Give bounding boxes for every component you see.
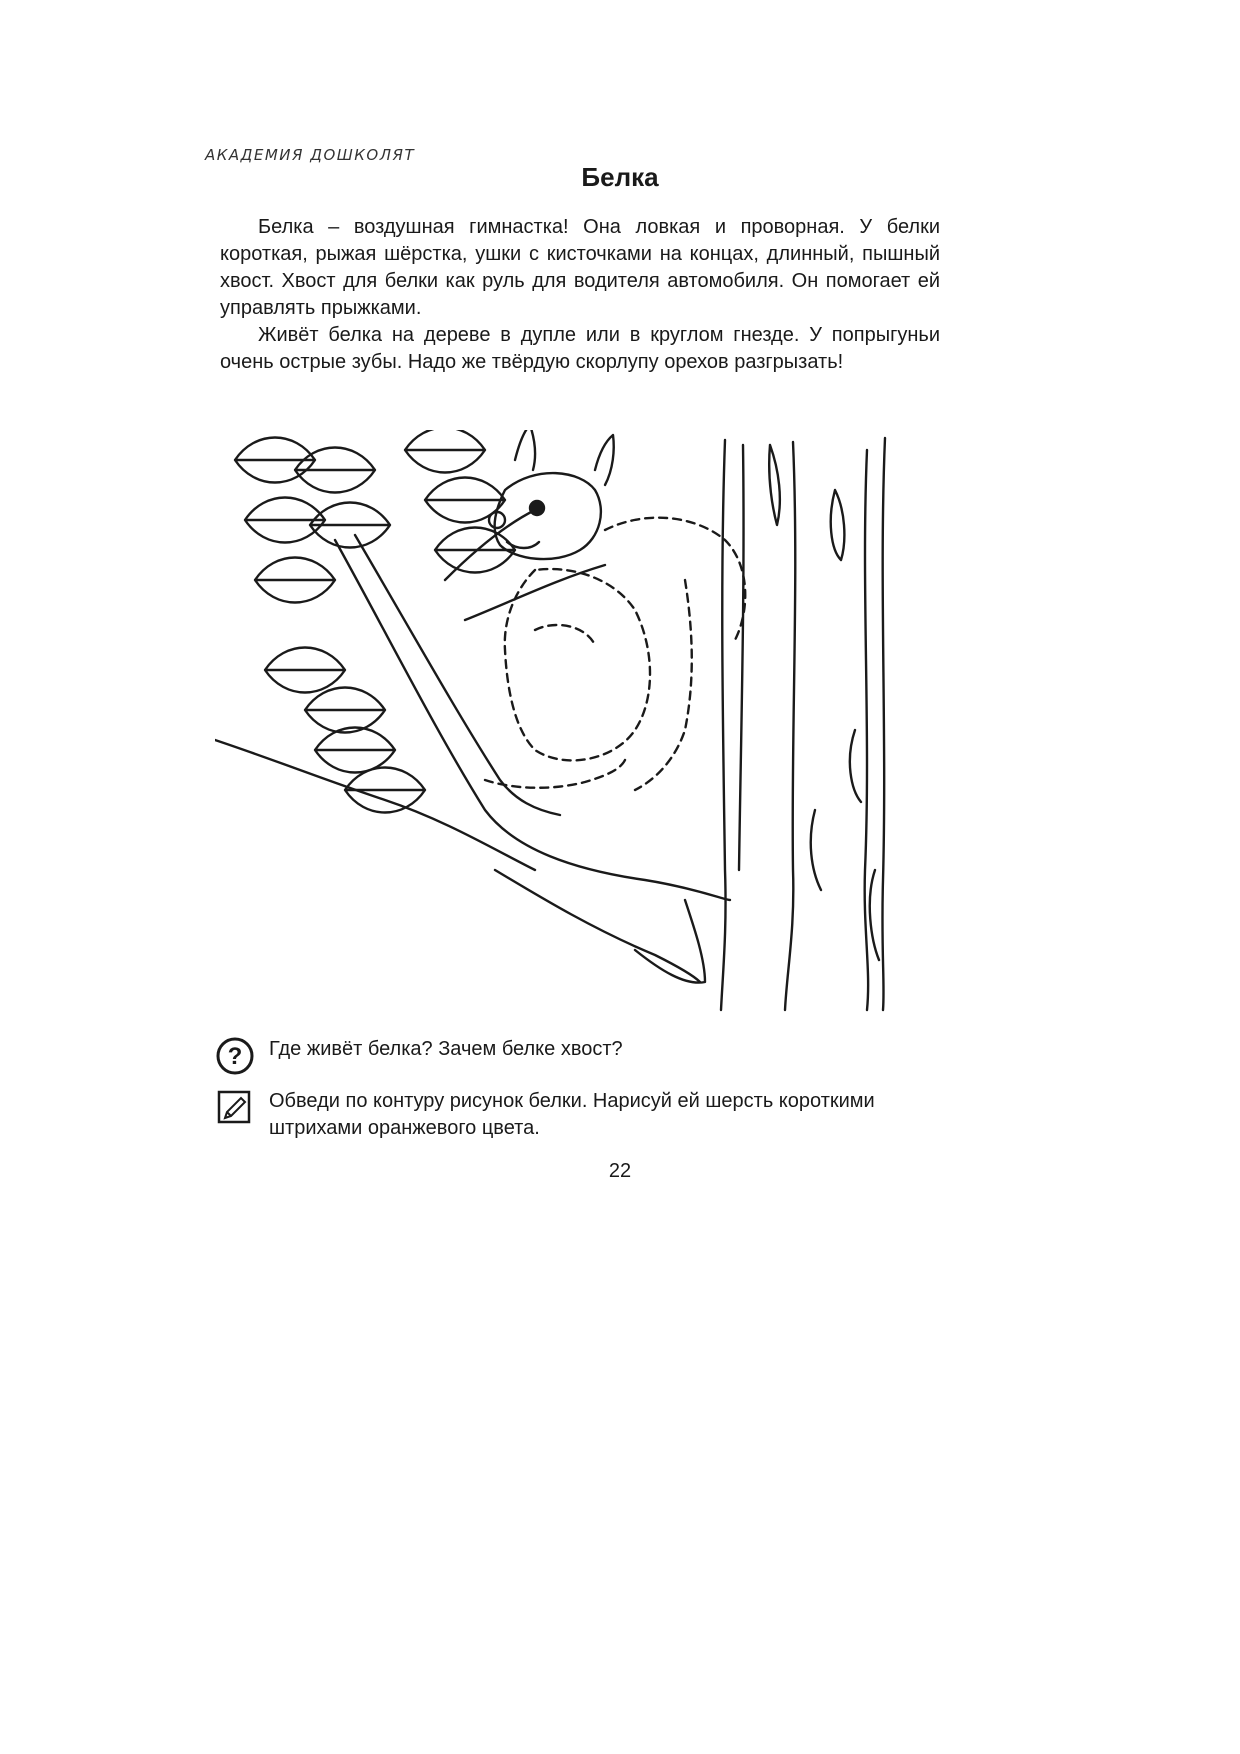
paragraph: Живёт белка на дереве в дупле или в круглом гнезде. У попрыгуньи очень острые зубы. Надо же твёрдую скорлупу орехов разгрызать! (220, 324, 940, 373)
series-header: АКАДЕМИЯ ДОШКОЛЯТ (205, 146, 416, 164)
page-number: 22 (608, 1160, 632, 1182)
drawing-task (215, 1088, 945, 1142)
page-title: Белка (581, 162, 659, 192)
story-text (220, 214, 940, 376)
pencil-icon (215, 1088, 255, 1128)
svg-text:?: ? (227, 1043, 243, 1070)
paragraph: Белка – воздушная гимнастка! Она ловкая и проворная. У белки короткая, рыжая шёрстка, ушки с кисточками на концах, длинный, пышный хвост. Хвост для белки как руль для водителя автомобиля. Он помогает ей управлять прыжками. (220, 216, 940, 319)
squirrel (485, 430, 745, 790)
question-mark-icon (215, 1036, 255, 1076)
question-text: Где живёт белка? Зачем белке хвост? (269, 1038, 623, 1060)
leaves (235, 430, 515, 813)
drawing-task-text: Обведи по контуру рисунок белки. Нарисуй ей шерсть короткими штрихами оранжевого цвета. (269, 1090, 875, 1139)
squirrel-illustration (215, 430, 915, 1015)
question-task (215, 1036, 945, 1076)
tree-trunk (721, 438, 885, 1010)
